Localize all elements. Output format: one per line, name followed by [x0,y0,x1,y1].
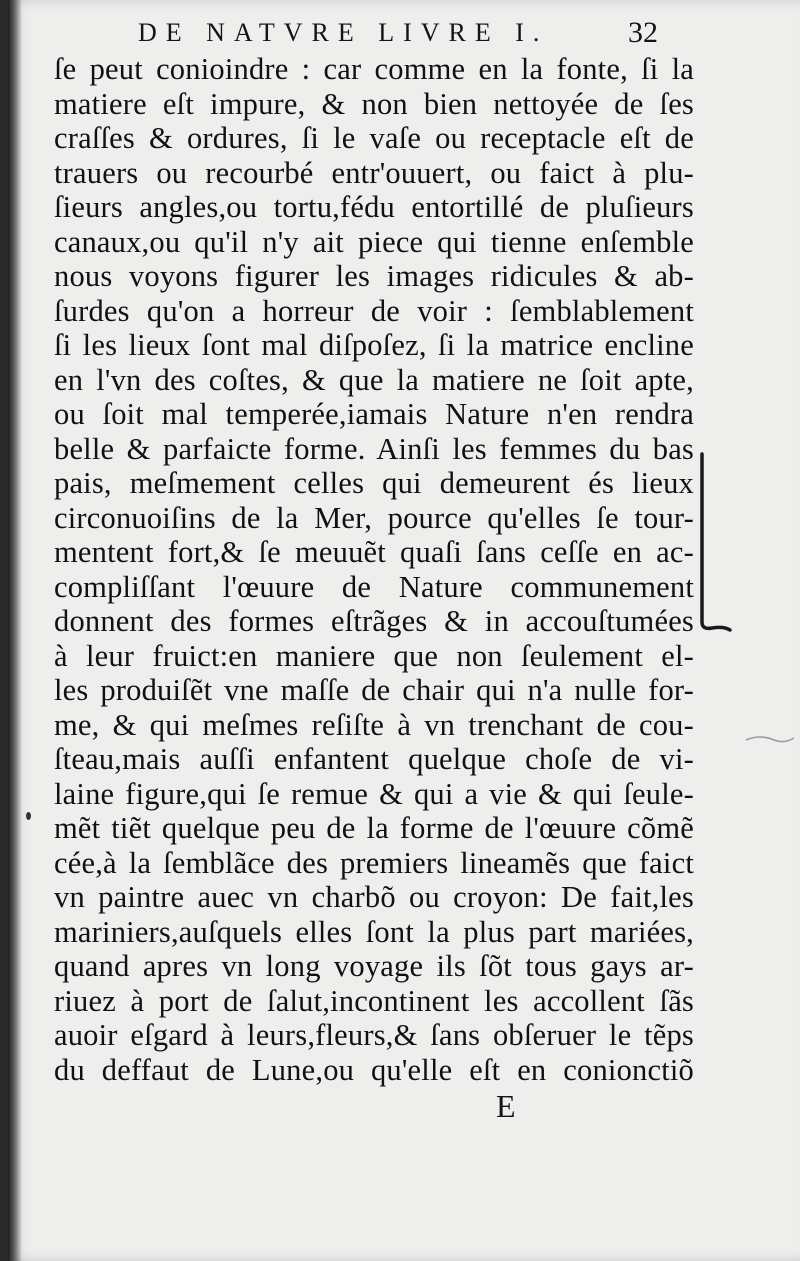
text-line: les produiſẽt vne maſſe de chair qui n'a nulle for- [54,673,694,707]
text-line: mẽt tiẽt quelque peu de la forme de l'œuure cõmẽ [54,811,694,845]
page-gutter-shadow [8,0,22,1261]
text-line: me, & qui meſmes reſiſte à vn trenchant de cou- [54,707,694,742]
text-line: riuez à port de ſalut,incontinent les accollent ſãs [54,983,694,1018]
body-text [54,52,694,1087]
text-line: ou ſoit mal temperée,iamais Nature n'en rendra [54,397,694,431]
text-line: circonuoiſins de la Mer, pource qu'elles ſe tour- [54,500,694,535]
text-line: à leur fruict:en maniere que non ſeulement el- [54,638,694,673]
text-line: ſieurs angles,ou tortu,fédu entortillé de pluſieurs [54,190,694,224]
text-line: quand apres vn long voyage ils ſõt tous gays ar- [54,949,694,983]
text-line: vn paintre auec vn charbõ ou croyon: De fait,les [54,880,694,914]
text-line: pais, meſmement celles qui demeurent és lieux [54,466,694,500]
text-line: matiere eſt impure, & non bien nettoyée de ſes [54,86,694,121]
text-line: laine figure,qui ſe remue & qui a vie & qui ſeule- [54,776,694,811]
running-head: DE NATVRE LIVRE I. [138,18,549,47]
text-line: ſi les lieux ſont mal diſpoſez, ſi la matrice encline [54,328,694,362]
text-line: ſteau,mais auſſi enfantent quelque choſe de vi- [54,742,694,776]
text-line: compliſſant l'œuure de Nature communement [54,569,694,604]
text-line: belle & parfaicte forme. Ainſi les femmes du bas [54,431,694,466]
page-number: 32 [628,16,658,49]
text-line: mentent fort,& ſe meuuẽt quaſi ſans ceſſe en ac- [54,535,694,569]
text-line: du deffaut de Lune,ou qu'elle eſt en conionctiõ [54,1052,694,1087]
text-line: ſurdes qu'on a horreur de voir : ſemblablement [54,293,694,328]
text-line: en l'vn des coſtes, & que la matiere ne ſoit apte, [54,362,694,397]
text-line: cée,à la ſemblãce des premiers lineamẽs que faict [54,845,694,880]
text-line: craſſes & ordures, ſi le vaſe ou receptacle eſt de [54,121,694,155]
text-line: ſe peut conioindre : car comme en la fonte, ſi la [54,52,694,86]
text-line: donnent des formes eſtrãges & in accouſtumées [54,604,694,638]
text-line: canaux,ou qu'il n'y ait piece qui tienne enſemble [54,224,694,259]
book-page [8,0,800,1261]
show-through-mark [740,720,800,760]
ink-speck [26,812,31,820]
text-line: auoir eſgard à leurs,fleurs,& ſans obſeruer le tẽps [54,1018,694,1052]
text-line: nous voyons figurer les images ridicules & ab- [54,259,694,293]
text-line: trauers ou recourbé entr'ouuert, ou faict à plu- [54,155,694,190]
text-line: mariniers,auſquels elles ſont la plus part mariées, [54,914,694,949]
signature-mark: E [496,1088,516,1124]
margin-bracket-mark [696,452,736,642]
